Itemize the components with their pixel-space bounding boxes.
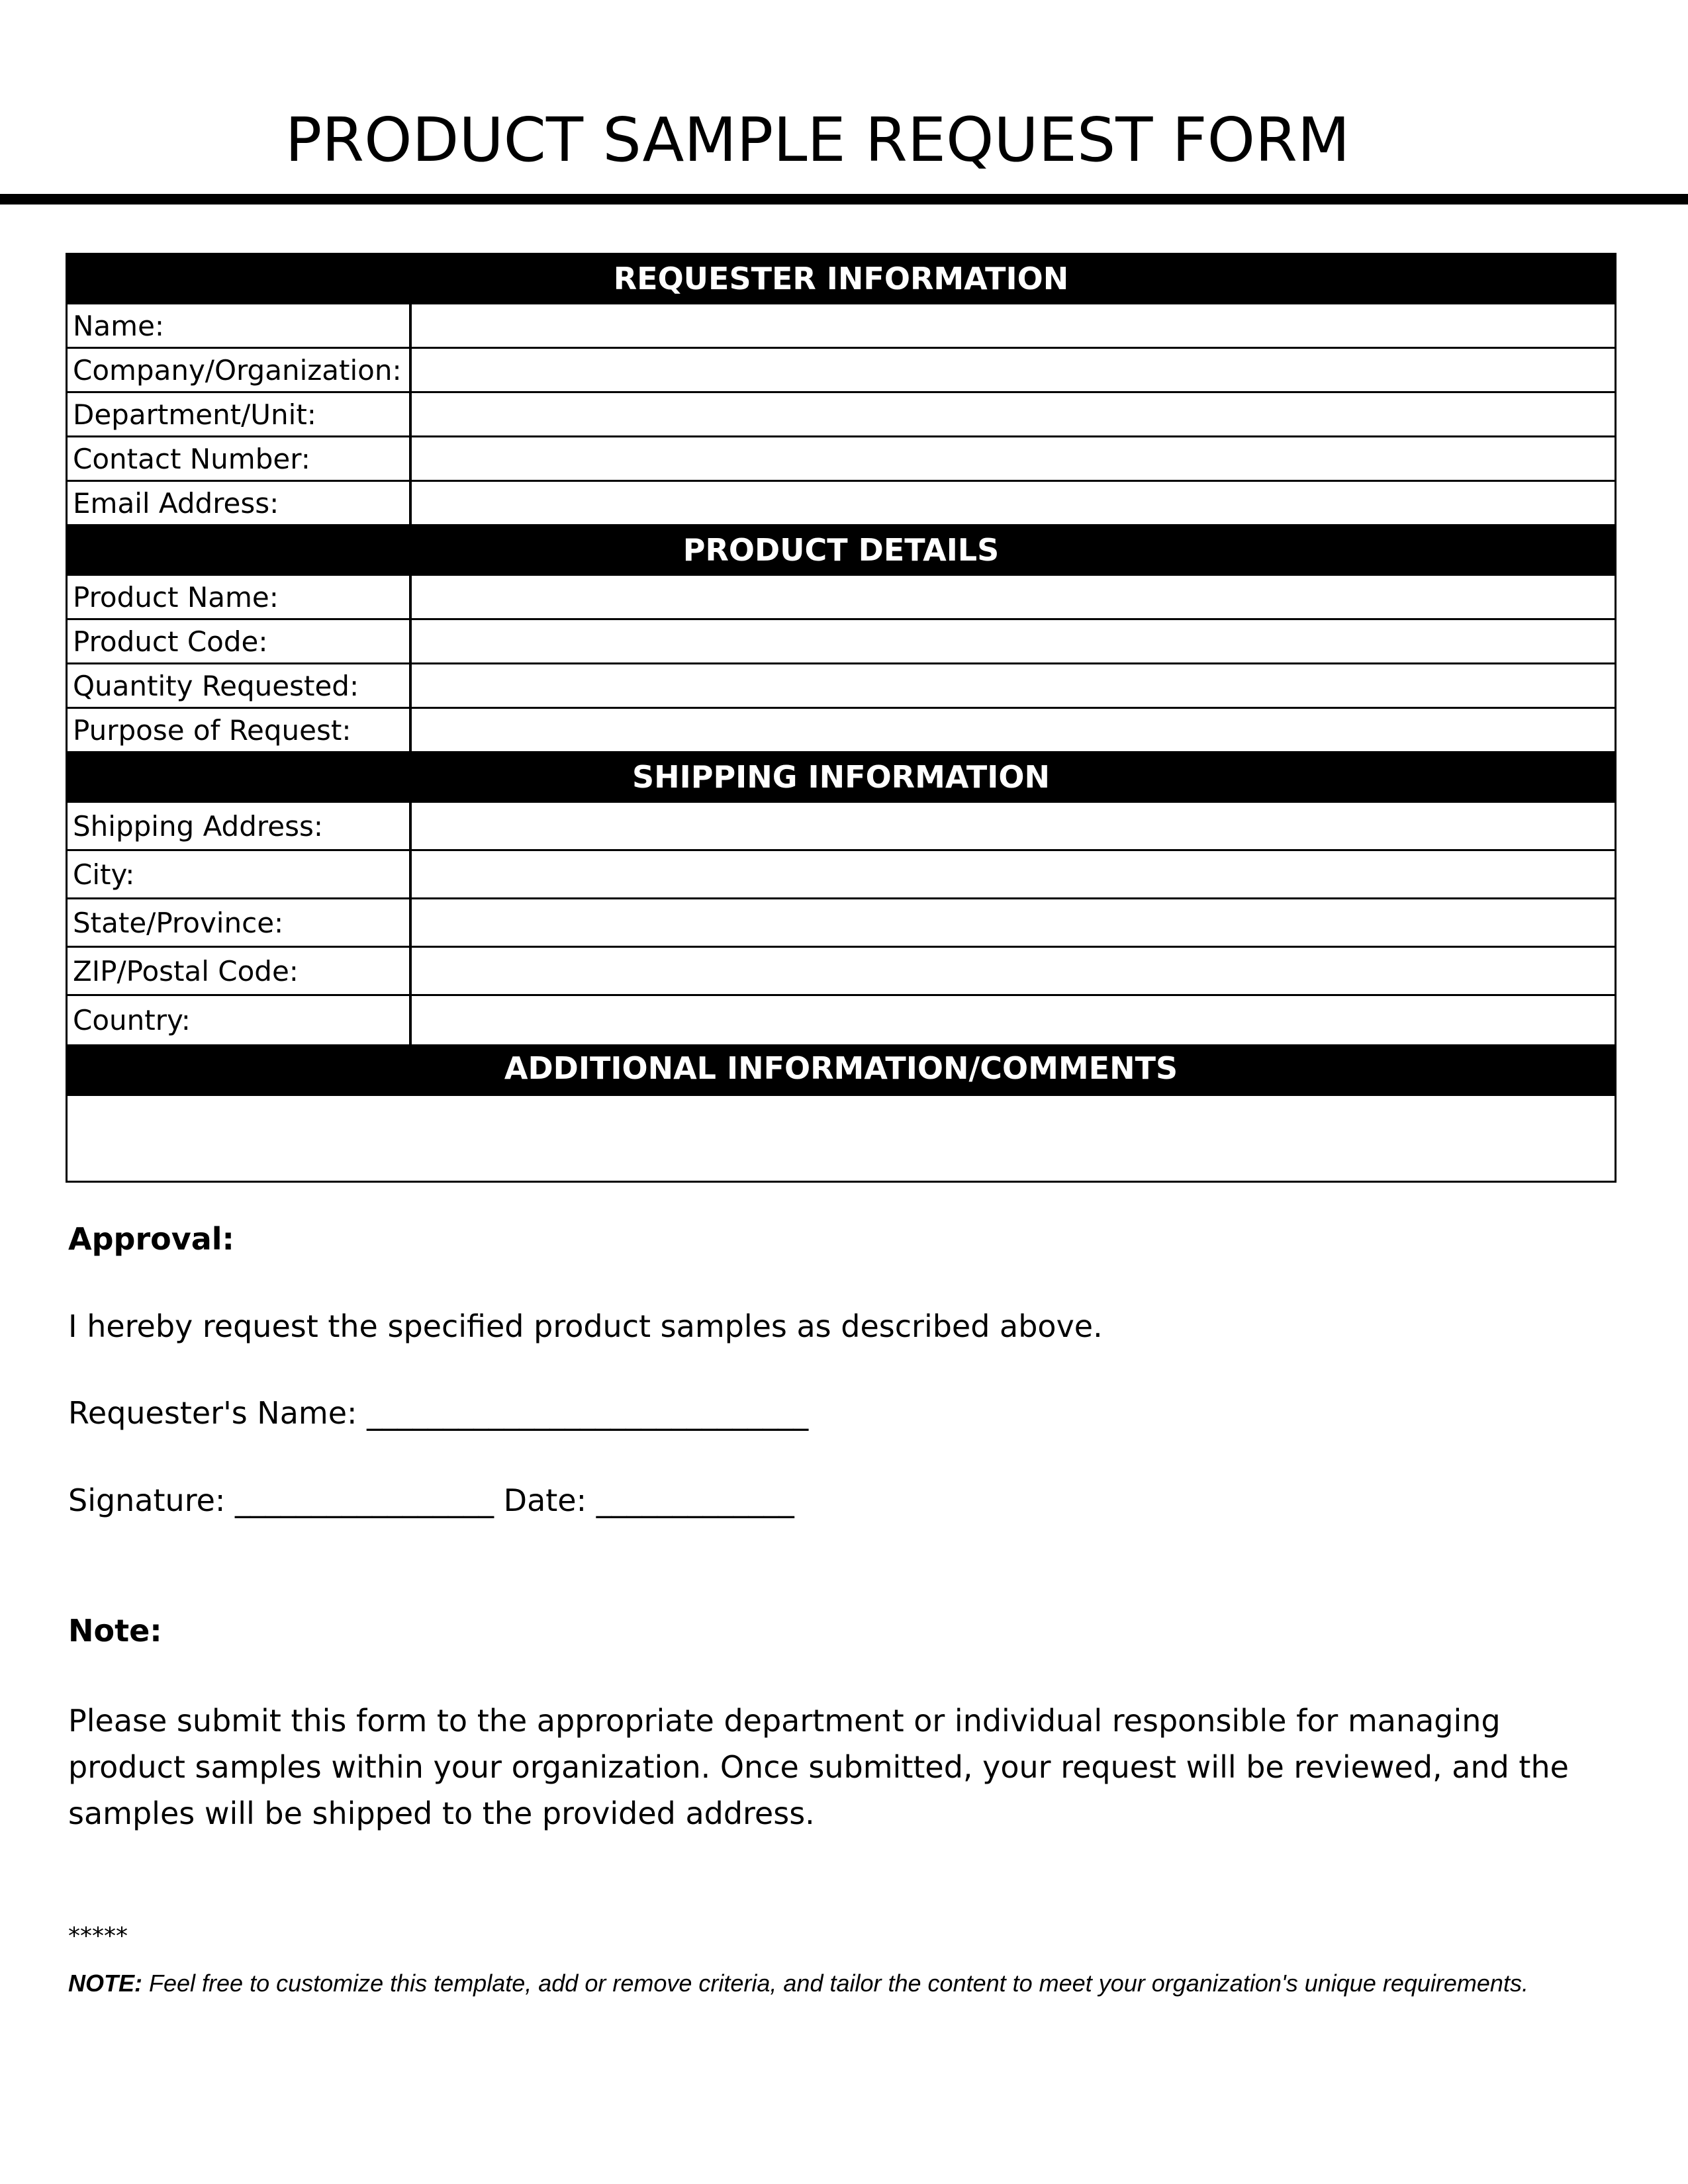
city-input-cell[interactable] <box>412 851 1615 897</box>
product-code-input-cell[interactable] <box>412 620 1615 662</box>
form-row-shipping-address <box>68 803 1615 851</box>
section-header-requester-information: REQUESTER INFORMATION <box>68 255 1615 304</box>
request-form-table <box>66 253 1617 1183</box>
field-label: Company/Organization: <box>68 349 412 391</box>
field-label: Country: <box>68 996 412 1044</box>
field-label: Shipping Address: <box>68 803 412 849</box>
form-row-purpose <box>68 709 1615 753</box>
field-label: Email Address: <box>68 482 412 524</box>
email-input-cell[interactable] <box>412 482 1615 524</box>
form-row-product-name <box>68 576 1615 620</box>
form-row-company <box>68 349 1615 393</box>
section-header-shipping-information: SHIPPING INFORMATION <box>68 753 1615 803</box>
template-footnote <box>68 1966 1558 2001</box>
field-label: Quantity Requested: <box>68 664 412 707</box>
title-divider <box>0 194 1688 205</box>
purpose-input-cell[interactable] <box>412 709 1615 751</box>
zip-input-cell[interactable] <box>412 948 1615 994</box>
form-row-department <box>68 393 1615 437</box>
field-label: Contact Number: <box>68 437 412 480</box>
approval-statement: I hereby request the specified product samples as described above. <box>68 1308 1103 1344</box>
country-input-cell[interactable] <box>412 996 1615 1044</box>
field-label: Product Name: <box>68 576 412 618</box>
department-input-cell[interactable] <box>412 393 1615 435</box>
company-input-cell[interactable] <box>412 349 1615 391</box>
form-row-zip <box>68 948 1615 996</box>
form-row-name <box>68 304 1615 349</box>
form-row-contact-number <box>68 437 1615 482</box>
field-label: Name: <box>68 304 412 347</box>
form-row-state <box>68 899 1615 948</box>
section-header-additional-information: ADDITIONAL INFORMATION/COMMENTS <box>68 1044 1615 1094</box>
form-row-quantity <box>68 664 1615 709</box>
field-label: ZIP/Postal Code: <box>68 948 412 994</box>
name-input-cell[interactable] <box>412 304 1615 347</box>
field-label: Purpose of Request: <box>68 709 412 751</box>
signature-date-line: Signature: _________________ Date: _____________ <box>68 1482 794 1518</box>
comments-input-area[interactable] <box>68 1094 1615 1181</box>
approval-heading: Approval: <box>68 1221 234 1257</box>
field-label: Product Code: <box>68 620 412 662</box>
quantity-input-cell[interactable] <box>412 664 1615 707</box>
form-row-city <box>68 851 1615 899</box>
page-title: PRODUCT SAMPLE REQUEST FORM <box>285 105 1350 175</box>
state-input-cell[interactable] <box>412 899 1615 946</box>
requester-name-line: Requester's Name: _____________________________ <box>68 1395 809 1431</box>
form-row-country <box>68 996 1615 1044</box>
note-heading: Note: <box>68 1613 162 1649</box>
note-body: Please submit this form to the appropriate department or individual responsible for managing product samples within your organization. Once submitted, your request will be reviewed, and the samples will be shipped to the provided address. <box>68 1703 1569 1831</box>
footnote-text: Feel free to customize this template, add or remove criteria, and tailor the content to meet your organization's unique requirements. <box>142 1970 1528 1997</box>
field-label: City: <box>68 851 412 897</box>
section-header-product-details: PRODUCT DETAILS <box>68 526 1615 576</box>
product-name-input-cell[interactable] <box>412 576 1615 618</box>
form-row-email <box>68 482 1615 526</box>
field-label: Department/Unit: <box>68 393 412 435</box>
separator-stars: ***** <box>68 1923 128 1950</box>
field-label: State/Province: <box>68 899 412 946</box>
form-row-product-code <box>68 620 1615 664</box>
footnote-label: NOTE: <box>68 1970 142 1997</box>
contact-number-input-cell[interactable] <box>412 437 1615 480</box>
shipping-address-input-cell[interactable] <box>412 803 1615 849</box>
